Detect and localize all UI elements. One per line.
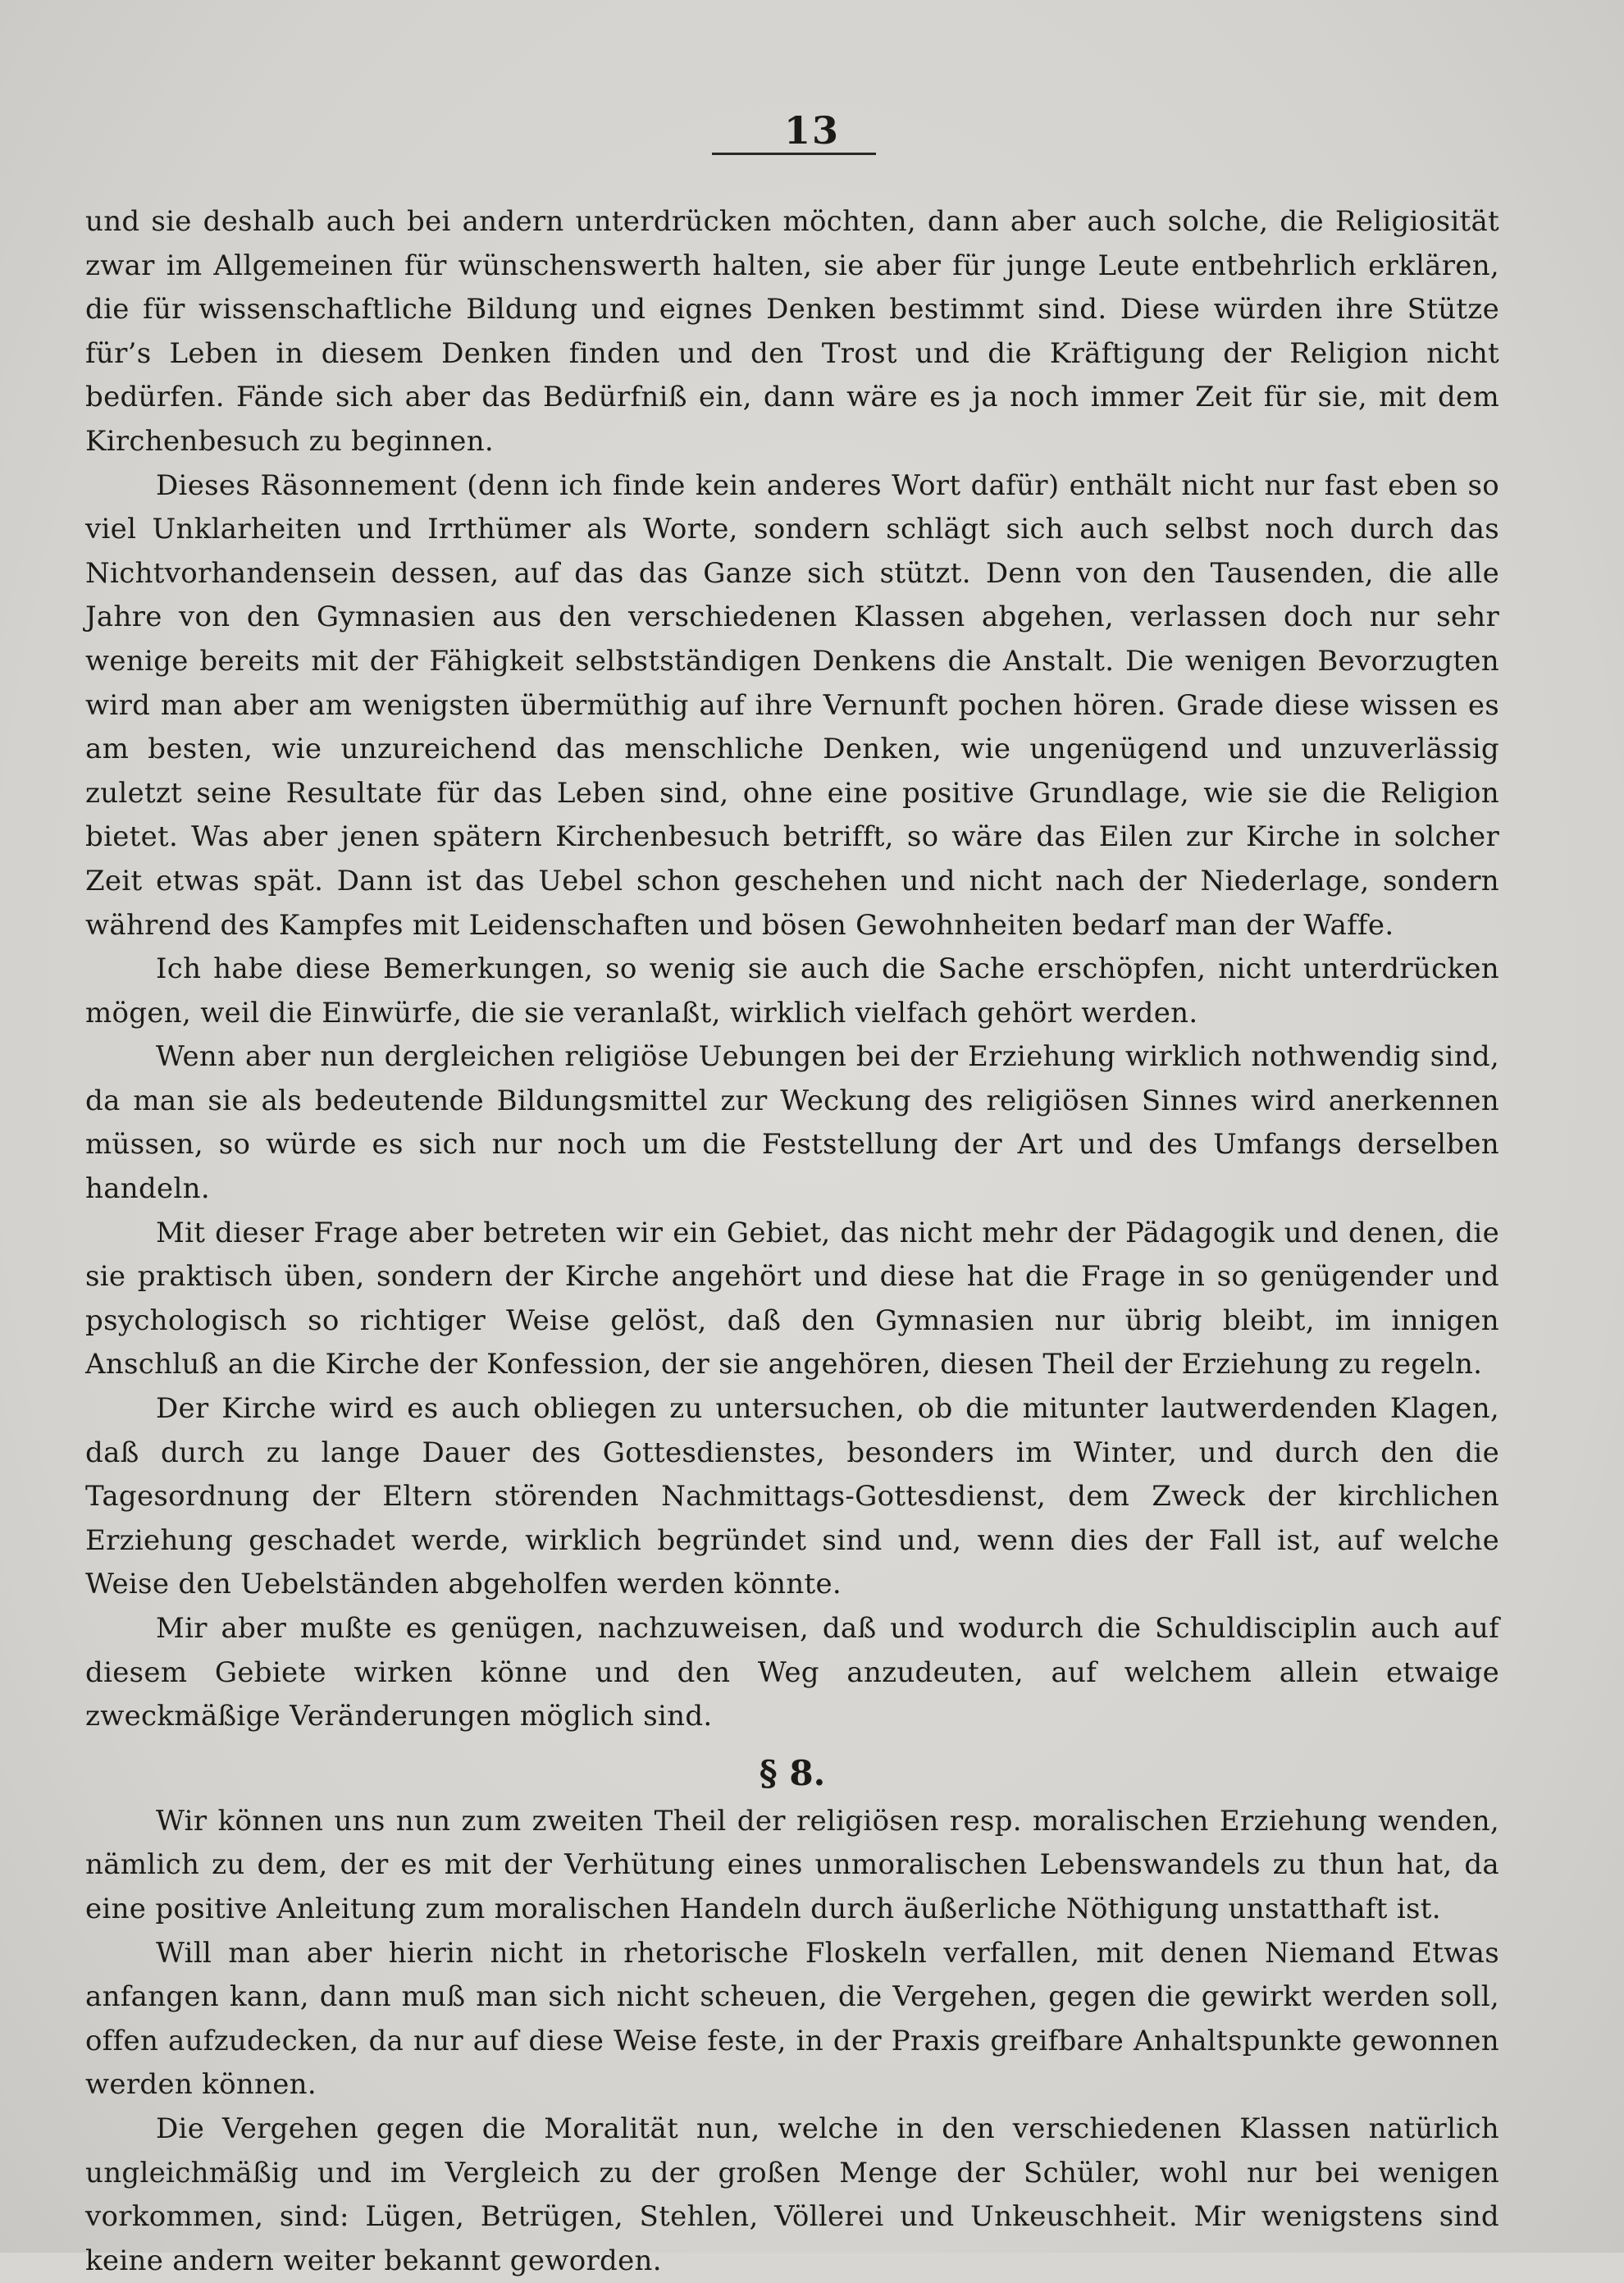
paragraph-10: Die Vergehen gegen die Moralität nun, welche in den verschiedenen Klassen natürlich ungleichmäßig und im Vergleich zu der großen Menge der Schüler, wohl nur bei wenigen vorkommen, sind: Lügen, Betrügen, Stehlen, Völlerei und Unkeuschheit. Mir wenigstens sind keine andern weiter bekannt geworden. bbox=[85, 2112, 1499, 2277]
paragraph-6: Der Kirche wird es auch obliegen zu untersuchen, ob die mitunter lautwerdenden Klagen, daß durch zu lange Dauer des Gottesdienstes, besonders im Winter, und durch den die Tagesordnung der Eltern störenden Nachmittags-Gottesdienst, dem Zweck der kirchlichen Erziehung geschadet werde, wirklich begründet sind und, wenn dies der Fall ist, auf welche Weise den Uebelständen abgeholfen werden könnte. bbox=[85, 1392, 1499, 1601]
paragraph-2: Dieses Räsonnement (denn ich finde kein anderes Wort dafür) enthält nicht nur fast eben so viel Unklarheiten und Irrthümer als Worte, sondern schlägt sich auch selbst noch durch das Nichtvorhandensein dessen, auf das das Ganze sich stützt. Denn von den Tausenden, die alle Jahre von den Gymnasien aus den verschiedenen Klassen abgehen, verlassen doch nur sehr wenige bereits mit der Fähigkeit selbstständigen Denkens die Anstalt. Die wenigen Bevorzugten wird man aber am wenigsten übermüthig auf ihre Vernunft pochen hören. Grade diese wissen es am besten, wie unzureichend das menschliche Denken, wie ungenügend und unzuverlässig zuletzt seine Resultate für das Leben sind, ohne eine positive Grundlage, wie sie die Religion bietet. Was aber jenen spätern Kirchenbesuch betrifft, so wäre das Eilen zur Kirche in solcher Zeit etwas spät. Dann ist das Uebel schon geschehen und nicht nach der Niederlage, sondern während des Kampfes mit Leidenschaften und bösen Gewohnheiten bedarf man der Waffe. bbox=[85, 468, 1499, 942]
section-heading: § 8. bbox=[759, 1752, 826, 1793]
body-text bbox=[85, 200, 1499, 2283]
page-number: 13 bbox=[783, 108, 840, 153]
page-number-rule bbox=[712, 153, 876, 155]
paragraph-5: Mit dieser Frage aber betreten wir ein Gebiet, das nicht mehr der Pädagogik und denen, die sie praktisch üben, sondern der Kirche angehört und diese hat die Frage in so genügender und psychologisch so richtiger Weise gelöst, daß den Gymnasien nur übrig bleibt, im innigen Anschluß an die Kirche der Konfession, der sie angehören, diesen Theil der Erziehung zu regeln. bbox=[85, 1216, 1499, 1381]
paragraph-7: Mir aber mußte es genügen, nachzuweisen, daß und wodurch die Schuldisciplin auch auf diesem Gebiete wirken könne und den Weg anzudeuten, auf welchem allein etwaige zweckmäßige Veränderungen möglich sind. bbox=[85, 1612, 1499, 1733]
paragraph-8: Wir können uns nun zum zweiten Theil der religiösen resp. moralischen Erziehung wenden, nämlich zu dem, der es mit der Verhütung eines unmoralischen Lebenswandels zu thun hat, da eine positive Anleitung zum moralischen Handeln durch äußerliche Nöthigung unstatthaft ist. bbox=[85, 1804, 1499, 1925]
paragraph-1: und sie deshalb auch bei andern unterdrücken möchten, dann aber auch solche, die Religiosität zwar im Allgemeinen für wünschenswerth halten, sie aber für junge Leute entbehrlich erklären, die für wissenschaftliche Bildung und eignes Denken bestimmt sind. Diese würden ihre Stütze für’s Leben in diesem Denken finden und den Trost und die Kräftigung der Religion nicht bedürfen. Fände sich aber das Bedürfniß ein, dann wäre es ja noch immer Zeit für sie, mit dem Kirchenbesuch zu beginnen. bbox=[85, 205, 1499, 458]
paragraph-4: Wenn aber nun dergleichen religiöse Uebungen bei der Erziehung wirklich nothwendig sind, da man sie als bedeutende Bildungsmittel zur Weckung des religiösen Sinnes wird anerkennen müssen, so würde es sich nur noch um die Feststellung der Art und des Umfangs derselben handeln. bbox=[85, 1040, 1499, 1206]
paragraph-3: Ich habe diese Bemerkungen, so wenig sie auch die Sache erschöpfen, nicht unterdrücken mögen, weil die Einwürfe, die sie veranlaßt, wirklich vielfach gehört werden. bbox=[85, 952, 1499, 1030]
paragraph-9: Will man aber hierin nicht in rhetorische Floskeln verfallen, mit denen Niemand Etwas anfangen kann, dann muß man sich nicht scheuen, die Vergehen, gegen die gewirkt werden soll, offen aufzudecken, da nur auf diese Weise feste, in der Praxis greifbare Anhaltspunkte gewonnen werden können. bbox=[85, 1936, 1499, 2102]
